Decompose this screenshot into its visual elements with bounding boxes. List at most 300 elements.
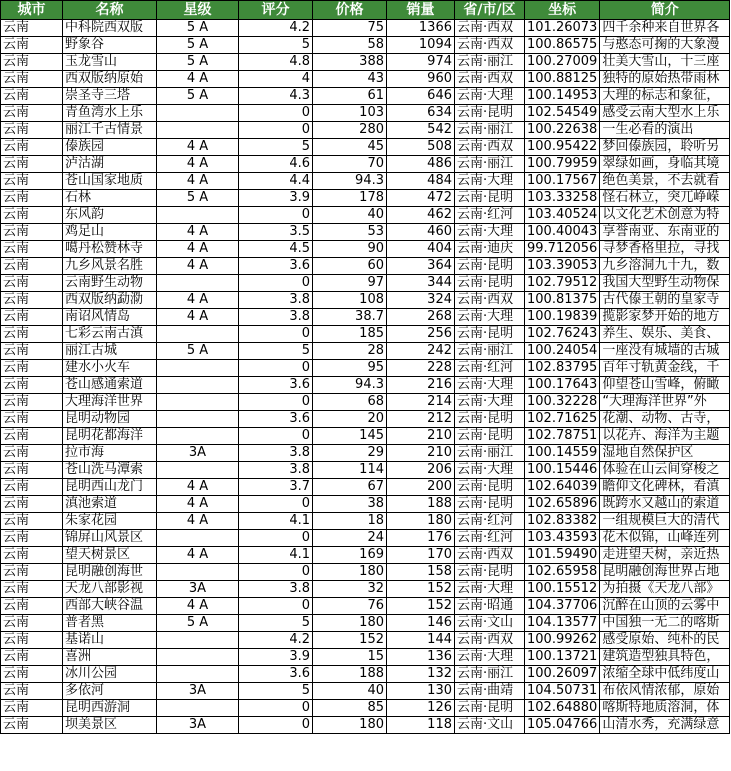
- cell-region[interactable]: 云南·红河: [455, 530, 525, 547]
- cell-star[interactable]: [157, 564, 239, 581]
- col-header-intro[interactable]: 简介: [600, 1, 730, 20]
- cell-coord[interactable]: 100.13721: [525, 649, 600, 666]
- cell-coord[interactable]: 102.78751: [525, 428, 600, 445]
- cell-coord[interactable]: 101.26073: [525, 20, 600, 37]
- col-header-sales[interactable]: 销量: [387, 1, 455, 20]
- cell-star[interactable]: [157, 411, 239, 428]
- cell-star[interactable]: [157, 428, 239, 445]
- cell-city[interactable]: 云南: [1, 122, 63, 139]
- cell-coord[interactable]: 100.15446: [525, 462, 600, 479]
- cell-score[interactable]: 3.6: [239, 666, 313, 683]
- cell-intro[interactable]: 一座没有城墙的古城: [600, 343, 730, 360]
- cell-price[interactable]: 32: [313, 581, 387, 598]
- cell-name[interactable]: 昆明西山龙门: [63, 479, 157, 496]
- col-header-coord[interactable]: 坐标: [525, 1, 600, 20]
- cell-star[interactable]: 5 A: [157, 615, 239, 632]
- cell-star[interactable]: 4 A: [157, 547, 239, 564]
- cell-region[interactable]: 云南·昭通: [455, 598, 525, 615]
- cell-score[interactable]: 0: [239, 496, 313, 513]
- cell-sales[interactable]: 974: [387, 54, 455, 71]
- cell-name[interactable]: 崇圣寺三塔: [63, 88, 157, 105]
- cell-price[interactable]: 45: [313, 139, 387, 156]
- cell-region[interactable]: 云南·西双: [455, 547, 525, 564]
- cell-name[interactable]: 苍山洗马潭索: [63, 462, 157, 479]
- cell-region[interactable]: 云南·昆明: [455, 105, 525, 122]
- cell-score[interactable]: 3.5: [239, 224, 313, 241]
- cell-sales[interactable]: 180: [387, 513, 455, 530]
- cell-intro[interactable]: 享誉南亚、东南亚的: [600, 224, 730, 241]
- cell-score[interactable]: 4.4: [239, 173, 313, 190]
- cell-price[interactable]: 145: [313, 428, 387, 445]
- cell-price[interactable]: 20: [313, 411, 387, 428]
- cell-name[interactable]: 朱家花园: [63, 513, 157, 530]
- cell-intro[interactable]: 花潮、动物、古寺，: [600, 411, 730, 428]
- cell-city[interactable]: 云南: [1, 173, 63, 190]
- cell-region[interactable]: 云南·昆明: [455, 479, 525, 496]
- cell-coord[interactable]: 100.27009: [525, 54, 600, 71]
- cell-city[interactable]: 云南: [1, 156, 63, 173]
- cell-sales[interactable]: 158: [387, 564, 455, 581]
- cell-intro[interactable]: 与憨态可掬的大象漫: [600, 37, 730, 54]
- cell-sales[interactable]: 152: [387, 581, 455, 598]
- cell-region[interactable]: 云南·昆明: [455, 411, 525, 428]
- cell-name[interactable]: 昆明融创海世: [63, 564, 157, 581]
- cell-intro[interactable]: 古代傣王朝的皇家寺: [600, 292, 730, 309]
- cell-score[interactable]: 4.1: [239, 513, 313, 530]
- cell-sales[interactable]: 462: [387, 207, 455, 224]
- cell-city[interactable]: 云南: [1, 547, 63, 564]
- cell-score[interactable]: 0: [239, 326, 313, 343]
- cell-star[interactable]: 5 A: [157, 54, 239, 71]
- cell-coord[interactable]: 100.14953: [525, 88, 600, 105]
- cell-name[interactable]: 锦屏山风景区: [63, 530, 157, 547]
- cell-region[interactable]: 云南·大理: [455, 173, 525, 190]
- cell-name[interactable]: 西部大峡谷温: [63, 598, 157, 615]
- cell-name[interactable]: 苍山感通索道: [63, 377, 157, 394]
- cell-sales[interactable]: 960: [387, 71, 455, 88]
- cell-intro[interactable]: 翠绿如画，身临其境: [600, 156, 730, 173]
- cell-price[interactable]: 180: [313, 564, 387, 581]
- cell-score[interactable]: 3.9: [239, 649, 313, 666]
- cell-price[interactable]: 15: [313, 649, 387, 666]
- col-header-price[interactable]: 价格: [313, 1, 387, 20]
- cell-region[interactable]: 云南·昆明: [455, 700, 525, 717]
- cell-intro[interactable]: 为拍摄《天龙八部》: [600, 581, 730, 598]
- cell-star[interactable]: [157, 275, 239, 292]
- cell-sales[interactable]: 136: [387, 649, 455, 666]
- cell-region[interactable]: 云南·大理: [455, 581, 525, 598]
- cell-coord[interactable]: 102.83382: [525, 513, 600, 530]
- cell-intro[interactable]: 大理的标志和象征，: [600, 88, 730, 105]
- cell-city[interactable]: 云南: [1, 530, 63, 547]
- cell-score[interactable]: 4.2: [239, 20, 313, 37]
- cell-price[interactable]: 188: [313, 666, 387, 683]
- cell-sales[interactable]: 228: [387, 360, 455, 377]
- cell-score[interactable]: 4.2: [239, 632, 313, 649]
- cell-price[interactable]: 85: [313, 700, 387, 717]
- cell-region[interactable]: 云南·大理: [455, 88, 525, 105]
- cell-price[interactable]: 43: [313, 71, 387, 88]
- cell-score[interactable]: 3.6: [239, 258, 313, 275]
- cell-name[interactable]: 东风韵: [63, 207, 157, 224]
- cell-region[interactable]: 云南·大理: [455, 649, 525, 666]
- cell-sales[interactable]: 210: [387, 428, 455, 445]
- cell-intro[interactable]: 浓缩全球中低纬度山: [600, 666, 730, 683]
- cell-coord[interactable]: 102.71625: [525, 411, 600, 428]
- cell-sales[interactable]: 486: [387, 156, 455, 173]
- cell-name[interactable]: 云南野生动物: [63, 275, 157, 292]
- cell-score[interactable]: 0: [239, 564, 313, 581]
- cell-region[interactable]: 云南·昆明: [455, 275, 525, 292]
- cell-city[interactable]: 云南: [1, 462, 63, 479]
- cell-coord[interactable]: 100.26097: [525, 666, 600, 683]
- cell-intro[interactable]: 一生必看的演出: [600, 122, 730, 139]
- cell-star[interactable]: 4 A: [157, 479, 239, 496]
- cell-sales[interactable]: 256: [387, 326, 455, 343]
- cell-city[interactable]: 云南: [1, 207, 63, 224]
- cell-price[interactable]: 94.3: [313, 173, 387, 190]
- cell-region[interactable]: 云南·大理: [455, 224, 525, 241]
- cell-name[interactable]: 青鱼湾水上乐: [63, 105, 157, 122]
- cell-intro[interactable]: 九乡溶洞九十九，数: [600, 258, 730, 275]
- cell-sales[interactable]: 188: [387, 496, 455, 513]
- cell-intro[interactable]: 一组规模巨大的清代: [600, 513, 730, 530]
- cell-star[interactable]: 4 A: [157, 513, 239, 530]
- cell-score[interactable]: 3.8: [239, 445, 313, 462]
- cell-city[interactable]: 云南: [1, 445, 63, 462]
- cell-region[interactable]: 云南·丽江: [455, 666, 525, 683]
- cell-star[interactable]: 3A: [157, 581, 239, 598]
- cell-coord[interactable]: 100.95422: [525, 139, 600, 156]
- cell-price[interactable]: 178: [313, 190, 387, 207]
- cell-city[interactable]: 云南: [1, 343, 63, 360]
- cell-region[interactable]: 云南·红河: [455, 360, 525, 377]
- cell-intro[interactable]: 壮美大雪山，十三座: [600, 54, 730, 71]
- cell-intro[interactable]: 建筑造型独具特色，: [600, 649, 730, 666]
- cell-coord[interactable]: 100.14559: [525, 445, 600, 462]
- cell-region[interactable]: 云南·大理: [455, 377, 525, 394]
- cell-city[interactable]: 云南: [1, 190, 63, 207]
- cell-intro[interactable]: 体验在山云间穿梭之: [600, 462, 730, 479]
- cell-name[interactable]: 南诏风情岛: [63, 309, 157, 326]
- cell-sales[interactable]: 176: [387, 530, 455, 547]
- cell-coord[interactable]: 102.83795: [525, 360, 600, 377]
- cell-intro[interactable]: 花木似锦，山峰连列: [600, 530, 730, 547]
- cell-region[interactable]: 云南·丽江: [455, 445, 525, 462]
- cell-star[interactable]: 4 A: [157, 598, 239, 615]
- cell-name[interactable]: 丽江古城: [63, 343, 157, 360]
- cell-star[interactable]: 3A: [157, 717, 239, 734]
- cell-price[interactable]: 28: [313, 343, 387, 360]
- cell-score[interactable]: 0: [239, 700, 313, 717]
- cell-score[interactable]: 0: [239, 360, 313, 377]
- cell-intro[interactable]: 既跨水又越山的索道: [600, 496, 730, 513]
- cell-name[interactable]: 石林: [63, 190, 157, 207]
- cell-name[interactable]: 丽江千古情景: [63, 122, 157, 139]
- cell-city[interactable]: 云南: [1, 411, 63, 428]
- cell-city[interactable]: 云南: [1, 615, 63, 632]
- cell-city[interactable]: 云南: [1, 275, 63, 292]
- cell-price[interactable]: 24: [313, 530, 387, 547]
- cell-price[interactable]: 18: [313, 513, 387, 530]
- cell-city[interactable]: 云南: [1, 71, 63, 88]
- cell-name[interactable]: 望天树景区: [63, 547, 157, 564]
- cell-coord[interactable]: 100.79959: [525, 156, 600, 173]
- cell-price[interactable]: 58: [313, 37, 387, 54]
- cell-intro[interactable]: “大理海洋世界”外: [600, 394, 730, 411]
- cell-intro[interactable]: 怪石林立，突兀峥嵘: [600, 190, 730, 207]
- cell-star[interactable]: 4 A: [157, 224, 239, 241]
- cell-coord[interactable]: 100.17643: [525, 377, 600, 394]
- cell-intro[interactable]: 沉醉在山顶的云雾中: [600, 598, 730, 615]
- cell-sales[interactable]: 216: [387, 377, 455, 394]
- cell-coord[interactable]: 100.88125: [525, 71, 600, 88]
- cell-sales[interactable]: 542: [387, 122, 455, 139]
- cell-sales[interactable]: 268: [387, 309, 455, 326]
- cell-city[interactable]: 云南: [1, 20, 63, 37]
- cell-star[interactable]: [157, 326, 239, 343]
- cell-price[interactable]: 280: [313, 122, 387, 139]
- cell-name[interactable]: 滇池索道: [63, 496, 157, 513]
- cell-coord[interactable]: 102.64039: [525, 479, 600, 496]
- cell-city[interactable]: 云南: [1, 326, 63, 343]
- cell-name[interactable]: 九乡风景名胜: [63, 258, 157, 275]
- cell-score[interactable]: 5: [239, 139, 313, 156]
- cell-score[interactable]: 5: [239, 683, 313, 700]
- cell-star[interactable]: 4 A: [157, 139, 239, 156]
- cell-score[interactable]: 4.8: [239, 54, 313, 71]
- cell-star[interactable]: 3A: [157, 445, 239, 462]
- cell-price[interactable]: 61: [313, 88, 387, 105]
- cell-intro[interactable]: 感受云南大型水上乐: [600, 105, 730, 122]
- cell-sales[interactable]: 634: [387, 105, 455, 122]
- cell-sales[interactable]: 118: [387, 717, 455, 734]
- cell-name[interactable]: 普者黑: [63, 615, 157, 632]
- cell-star[interactable]: [157, 462, 239, 479]
- cell-intro[interactable]: 独特的原始热带雨林: [600, 71, 730, 88]
- cell-price[interactable]: 152: [313, 632, 387, 649]
- cell-score[interactable]: 3.8: [239, 292, 313, 309]
- cell-name[interactable]: 噶丹松赞林寺: [63, 241, 157, 258]
- cell-region[interactable]: 云南·昆明: [455, 428, 525, 445]
- cell-star[interactable]: 4 A: [157, 241, 239, 258]
- cell-sales[interactable]: 242: [387, 343, 455, 360]
- cell-coord[interactable]: 103.33258: [525, 190, 600, 207]
- cell-star[interactable]: 5 A: [157, 343, 239, 360]
- cell-coord[interactable]: 100.32228: [525, 394, 600, 411]
- cell-name[interactable]: 玉龙雪山: [63, 54, 157, 71]
- cell-price[interactable]: 29: [313, 445, 387, 462]
- cell-star[interactable]: [157, 700, 239, 717]
- cell-intro[interactable]: 以花卉、海洋为主题: [600, 428, 730, 445]
- cell-sales[interactable]: 170: [387, 547, 455, 564]
- cell-intro[interactable]: 中国独一无二的喀斯: [600, 615, 730, 632]
- col-header-score[interactable]: 评分: [239, 1, 313, 20]
- cell-score[interactable]: 5: [239, 37, 313, 54]
- cell-sales[interactable]: 324: [387, 292, 455, 309]
- cell-region[interactable]: 云南·大理: [455, 394, 525, 411]
- cell-sales[interactable]: 484: [387, 173, 455, 190]
- cell-price[interactable]: 388: [313, 54, 387, 71]
- cell-city[interactable]: 云南: [1, 666, 63, 683]
- cell-score[interactable]: 4.5: [239, 241, 313, 258]
- cell-price[interactable]: 185: [313, 326, 387, 343]
- cell-name[interactable]: 西双版纳勐泐: [63, 292, 157, 309]
- cell-star[interactable]: [157, 632, 239, 649]
- cell-name[interactable]: 喜洲: [63, 649, 157, 666]
- cell-price[interactable]: 169: [313, 547, 387, 564]
- cell-score[interactable]: 0: [239, 598, 313, 615]
- cell-sales[interactable]: 146: [387, 615, 455, 632]
- cell-score[interactable]: 4.6: [239, 156, 313, 173]
- cell-coord[interactable]: 100.24054: [525, 343, 600, 360]
- cell-star[interactable]: 3A: [157, 683, 239, 700]
- cell-region[interactable]: 云南·西双: [455, 139, 525, 156]
- cell-sales[interactable]: 210: [387, 445, 455, 462]
- cell-price[interactable]: 180: [313, 615, 387, 632]
- cell-coord[interactable]: 102.65896: [525, 496, 600, 513]
- cell-coord[interactable]: 104.37706: [525, 598, 600, 615]
- cell-price[interactable]: 68: [313, 394, 387, 411]
- cell-city[interactable]: 云南: [1, 139, 63, 156]
- cell-price[interactable]: 38.7: [313, 309, 387, 326]
- cell-name[interactable]: 拉市海: [63, 445, 157, 462]
- cell-city[interactable]: 云南: [1, 632, 63, 649]
- cell-intro[interactable]: 昆明融创海世界占地: [600, 564, 730, 581]
- cell-score[interactable]: 0: [239, 122, 313, 139]
- cell-score[interactable]: 4.3: [239, 88, 313, 105]
- cell-name[interactable]: 泸沽湖: [63, 156, 157, 173]
- cell-region[interactable]: 云南·昆明: [455, 326, 525, 343]
- cell-name[interactable]: 大理海洋世界: [63, 394, 157, 411]
- cell-sales[interactable]: 152: [387, 598, 455, 615]
- cell-name[interactable]: 多依河: [63, 683, 157, 700]
- cell-intro[interactable]: 养生、娱乐、美食、: [600, 326, 730, 343]
- cell-coord[interactable]: 100.86575: [525, 37, 600, 54]
- cell-intro[interactable]: 山清水秀，充满绿意: [600, 717, 730, 734]
- cell-star[interactable]: [157, 105, 239, 122]
- cell-intro[interactable]: 湿地自然保护区: [600, 445, 730, 462]
- cell-region[interactable]: 云南·丽江: [455, 122, 525, 139]
- cell-region[interactable]: 云南·昆明: [455, 190, 525, 207]
- cell-intro[interactable]: 我国大型野生动物保: [600, 275, 730, 292]
- cell-price[interactable]: 114: [313, 462, 387, 479]
- cell-intro[interactable]: 百年寸轨黄金线，千: [600, 360, 730, 377]
- cell-price[interactable]: 180: [313, 717, 387, 734]
- cell-coord[interactable]: 100.19839: [525, 309, 600, 326]
- cell-score[interactable]: 0: [239, 394, 313, 411]
- cell-city[interactable]: 云南: [1, 224, 63, 241]
- cell-intro[interactable]: 仰望苍山雪峰，俯瞰: [600, 377, 730, 394]
- cell-coord[interactable]: 100.15512: [525, 581, 600, 598]
- cell-intro[interactable]: 瞻仰文化碑林，看滇: [600, 479, 730, 496]
- cell-score[interactable]: 5: [239, 615, 313, 632]
- cell-city[interactable]: 云南: [1, 394, 63, 411]
- cell-intro[interactable]: 揽影家梦开始的地方: [600, 309, 730, 326]
- cell-region[interactable]: 云南·西双: [455, 292, 525, 309]
- cell-region[interactable]: 云南·西双: [455, 20, 525, 37]
- cell-price[interactable]: 60: [313, 258, 387, 275]
- cell-star[interactable]: [157, 666, 239, 683]
- cell-sales[interactable]: 214: [387, 394, 455, 411]
- cell-region[interactable]: 云南·西双: [455, 632, 525, 649]
- col-header-region[interactable]: 省/市/区: [455, 1, 525, 20]
- cell-price[interactable]: 108: [313, 292, 387, 309]
- cell-star[interactable]: [157, 207, 239, 224]
- cell-score[interactable]: 3.7: [239, 479, 313, 496]
- cell-name[interactable]: 冰川公园: [63, 666, 157, 683]
- cell-star[interactable]: [157, 122, 239, 139]
- cell-coord[interactable]: 102.65958: [525, 564, 600, 581]
- cell-intro[interactable]: 以文化艺术创意为特: [600, 207, 730, 224]
- cell-region[interactable]: 云南·文山: [455, 717, 525, 734]
- cell-coord[interactable]: 101.59490: [525, 547, 600, 564]
- cell-city[interactable]: 云南: [1, 649, 63, 666]
- cell-sales[interactable]: 508: [387, 139, 455, 156]
- cell-coord[interactable]: 100.40043: [525, 224, 600, 241]
- cell-score[interactable]: 3.8: [239, 462, 313, 479]
- col-header-city[interactable]: 城市: [1, 1, 63, 20]
- cell-region[interactable]: 云南·西双: [455, 37, 525, 54]
- cell-sales[interactable]: 126: [387, 700, 455, 717]
- cell-star[interactable]: 4 A: [157, 496, 239, 513]
- cell-price[interactable]: 103: [313, 105, 387, 122]
- cell-star[interactable]: 5 A: [157, 37, 239, 54]
- cell-name[interactable]: 坝美景区: [63, 717, 157, 734]
- cell-sales[interactable]: 364: [387, 258, 455, 275]
- cell-name[interactable]: 建水小火车: [63, 360, 157, 377]
- cell-score[interactable]: 5: [239, 343, 313, 360]
- cell-coord[interactable]: 102.79512: [525, 275, 600, 292]
- cell-name[interactable]: 天龙八部影视: [63, 581, 157, 598]
- cell-city[interactable]: 云南: [1, 513, 63, 530]
- cell-city[interactable]: 云南: [1, 105, 63, 122]
- cell-sales[interactable]: 200: [387, 479, 455, 496]
- cell-sales[interactable]: 646: [387, 88, 455, 105]
- cell-name[interactable]: 七彩云南古滇: [63, 326, 157, 343]
- cell-region[interactable]: 云南·大理: [455, 309, 525, 326]
- cell-price[interactable]: 67: [313, 479, 387, 496]
- cell-star[interactable]: [157, 394, 239, 411]
- cell-name[interactable]: 鸡足山: [63, 224, 157, 241]
- cell-intro[interactable]: 感受原始、纯朴的民: [600, 632, 730, 649]
- cell-city[interactable]: 云南: [1, 54, 63, 71]
- col-header-name[interactable]: 名称: [63, 1, 157, 20]
- cell-sales[interactable]: 472: [387, 190, 455, 207]
- cell-price[interactable]: 97: [313, 275, 387, 292]
- cell-sales[interactable]: 1094: [387, 37, 455, 54]
- cell-name[interactable]: 西双版纳原始: [63, 71, 157, 88]
- cell-star[interactable]: 4 A: [157, 292, 239, 309]
- cell-price[interactable]: 70: [313, 156, 387, 173]
- cell-city[interactable]: 云南: [1, 683, 63, 700]
- cell-sales[interactable]: 1366: [387, 20, 455, 37]
- cell-region[interactable]: 云南·昆明: [455, 496, 525, 513]
- cell-region[interactable]: 云南·丽江: [455, 156, 525, 173]
- cell-city[interactable]: 云南: [1, 258, 63, 275]
- cell-price[interactable]: 40: [313, 207, 387, 224]
- cell-intro[interactable]: 布依风情浓郁，原始: [600, 683, 730, 700]
- cell-price[interactable]: 95: [313, 360, 387, 377]
- cell-name[interactable]: 苍山国家地质: [63, 173, 157, 190]
- cell-city[interactable]: 云南: [1, 700, 63, 717]
- cell-intro[interactable]: 走进望天树，亲近热: [600, 547, 730, 564]
- cell-coord[interactable]: 99.712056: [525, 241, 600, 258]
- cell-region[interactable]: 云南·丽江: [455, 343, 525, 360]
- cell-score[interactable]: 0: [239, 275, 313, 292]
- cell-star[interactable]: 5 A: [157, 88, 239, 105]
- cell-region[interactable]: 云南·文山: [455, 615, 525, 632]
